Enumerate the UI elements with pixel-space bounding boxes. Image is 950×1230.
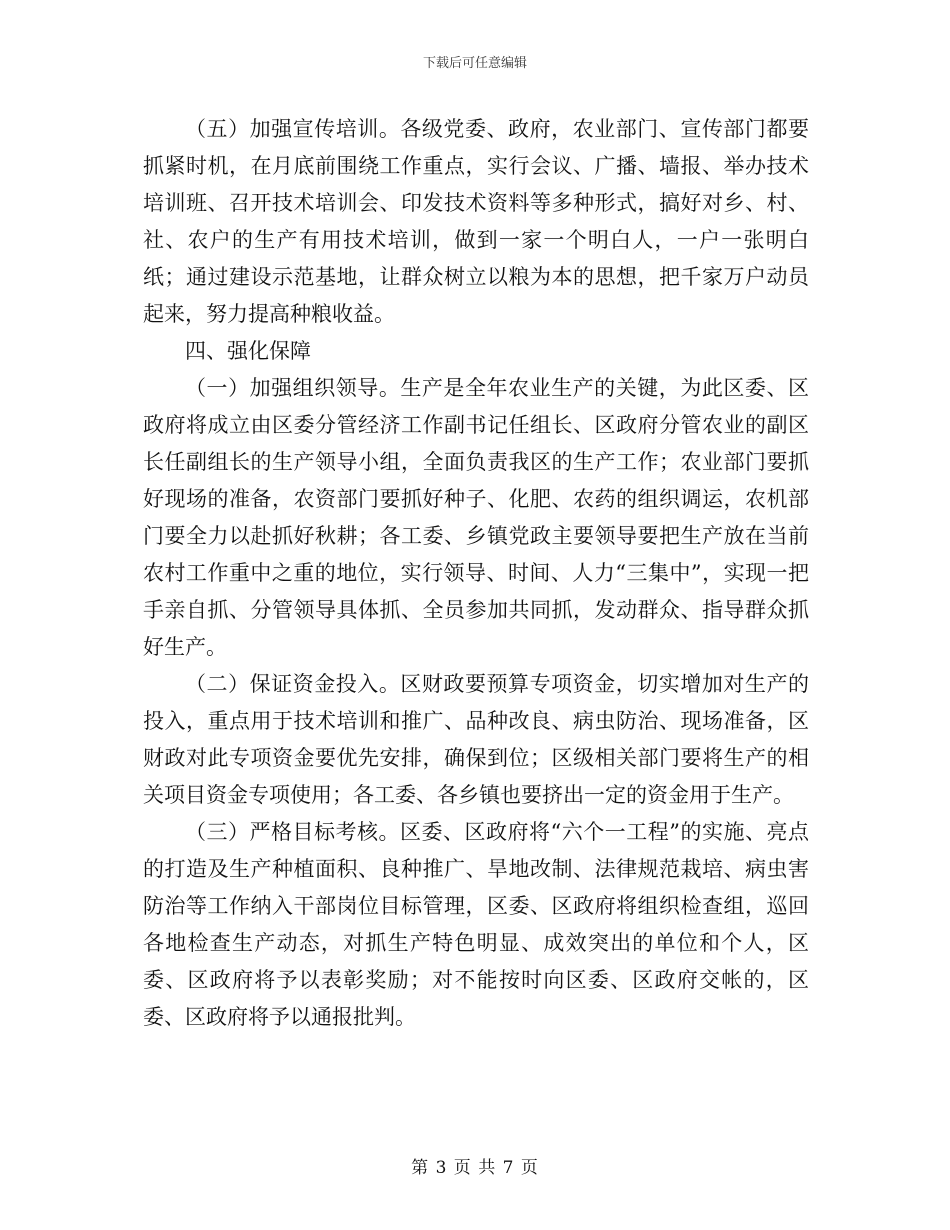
paragraph-publicity-training: （五）加强宣传培训。各级党委、政府，农业部门、宣传部门都要抓紧时机，在月底前围绕工作重点，实行会议、广播、墙报、举办技术培训班、召开技术培训会、印发技术资料等多种形式，搞好对乡、村、社、农户的生产有用技术培训，做到一家一个明白人，一户一张明白纸；通过建设示范基地，让群众树立以粮为本的思想，把千家万户动员起来，努力提高种粮收益。 xyxy=(143,117,809,326)
section-heading-guarantee: 四、强化保障 xyxy=(185,339,311,363)
page-header: 下载后可任意编辑 xyxy=(422,56,527,71)
paragraph-organization-leadership: （一）加强组织领导。生产是全年农业生产的关键，为此区委、区政府将成立由区委分管经济工作副书记任组长、区政府分管农业的副区长任副组长的生产领导小组，全面负责我区的生产工作；农业部门要抓好现场的准备，农资部门要抓好种子、化肥、农药的组织调运，农机部门要全力以赴抓好秋耕；各工委、乡镇党政主要领导要把生产放在当前农村工作重中之重的地位，实行领导、时间、人力“三集中”，实现一把手亲自抓、分管领导具体抓、全员参加共同抓，发动群众、指导群众抓好生产。 xyxy=(143,376,809,659)
page-number-footer: 第 3 页 共 7 页 xyxy=(411,1158,539,1178)
paragraph-target-assessment: （三）严格目标考核。区委、区政府将“六个一工程”的实施、亮点的打造及生产种植面积、良种推广、旱地改制、法律规范栽培、病虫害防治等工作纳入干部岗位目标管理，区委、区政府将组织检查组，巡回各地检查生产动态，对抓生产特色明显、成效突出的单位和个人，区委、区政府将予以表彰奖励；对不能按时向区委、区政府交帐的，区委、区政府将予以通报批判。 xyxy=(143,820,809,1029)
document-body xyxy=(143,111,809,1036)
paragraph-funding-investment: （二）保证资金投入。区财政要预算专项资金，切实增加对生产的投入，重点用于技术培训和推广、品种改良、病虫防治、现场准备，区财政对此专项资金要优先安排，确保到位；区级相关部门要将生产的相关项目资金专项使用；各工委、各乡镇也要挤出一定的资金用于生产。 xyxy=(143,672,809,807)
